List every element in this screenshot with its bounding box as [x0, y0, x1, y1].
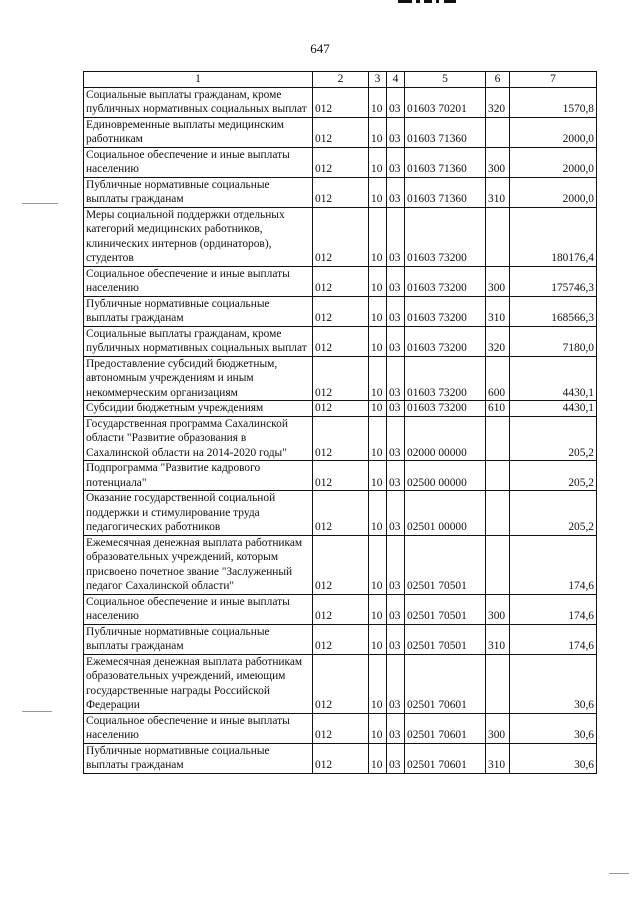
row-expense-type-code: 600	[486, 356, 510, 401]
row-name-cell: Социальное обеспечение и иные выплаты населению	[84, 147, 313, 177]
row-target-article-code: 01603 70201	[405, 87, 486, 117]
row-section-code: 10	[369, 117, 387, 147]
row-target-article-code: 02501 70601	[405, 743, 486, 773]
row-name-cell: Единовременные выплаты медицинским работникам	[84, 117, 313, 147]
row-subsection-code: 03	[387, 491, 405, 536]
row-expense-type-code: 310	[486, 624, 510, 654]
row-chapter-code: 012	[313, 461, 369, 491]
row-subsection-code: 03	[387, 296, 405, 326]
row-target-article-code: 02501 70601	[405, 654, 486, 713]
header-col-1: 1	[84, 72, 313, 88]
row-name-cell: Социальное обеспечение и иные выплаты населению	[84, 266, 313, 296]
row-name-cell: Оказание государственной социальной поддержки и стимулирование труда педагогических работников	[84, 491, 313, 536]
row-chapter-code: 012	[313, 296, 369, 326]
row-chapter-code: 012	[313, 535, 369, 594]
row-subsection-code: 03	[387, 117, 405, 147]
row-name-cell: Социальные выплаты гражданам, кроме публичных нормативных социальных выплат	[84, 87, 313, 117]
row-expense-type-code: 310	[486, 296, 510, 326]
row-expense-type-code: 300	[486, 713, 510, 743]
row-amount: 4430,1	[510, 356, 597, 401]
row-section-code: 10	[369, 461, 387, 491]
table-row	[84, 207, 597, 266]
scan-edge-marks	[398, 0, 458, 4]
row-subsection-code: 03	[387, 401, 405, 417]
row-amount: 175746,3	[510, 266, 597, 296]
row-chapter-code: 012	[313, 654, 369, 713]
row-name-cell: Ежемесячная денежная выплата работникам образовательных учреждений, имеющим государственные награды Российской Федерации	[84, 654, 313, 713]
row-amount: 205,2	[510, 491, 597, 536]
row-subsection-code: 03	[387, 266, 405, 296]
row-name-cell: Государственная программа Сахалинской области "Развитие образования в Сахалинской области на 2014-2020 годы"	[84, 416, 313, 461]
row-expense-type-code	[486, 117, 510, 147]
row-subsection-code: 03	[387, 416, 405, 461]
row-chapter-code: 012	[313, 207, 369, 266]
row-section-code: 10	[369, 654, 387, 713]
row-chapter-code: 012	[313, 624, 369, 654]
row-section-code: 10	[369, 713, 387, 743]
table-row	[84, 624, 597, 654]
table-row	[84, 654, 597, 713]
row-chapter-code: 012	[313, 117, 369, 147]
row-name-cell: Подпрограмма "Развитие кадрового потенциала"	[84, 461, 313, 491]
row-subsection-code: 03	[387, 594, 405, 624]
row-expense-type-code	[486, 461, 510, 491]
row-amount: 174,6	[510, 535, 597, 594]
header-col-5: 5	[405, 72, 486, 88]
table-row	[84, 87, 597, 117]
row-amount: 4430,1	[510, 401, 597, 417]
row-target-article-code: 02501 70501	[405, 594, 486, 624]
row-amount: 30,6	[510, 713, 597, 743]
row-section-code: 10	[369, 491, 387, 536]
row-target-article-code: 01603 71360	[405, 147, 486, 177]
row-chapter-code: 012	[313, 401, 369, 417]
row-target-article-code: 02000 00000	[405, 416, 486, 461]
row-target-article-code: 01603 73200	[405, 207, 486, 266]
row-chapter-code: 012	[313, 491, 369, 536]
row-expense-type-code: 300	[486, 147, 510, 177]
scan-noise	[609, 873, 629, 874]
row-name-cell: Публичные нормативные социальные выплаты гражданам	[84, 624, 313, 654]
row-target-article-code: 02501 70601	[405, 713, 486, 743]
header-col-2: 2	[313, 72, 369, 88]
row-subsection-code: 03	[387, 177, 405, 207]
row-amount: 2000,0	[510, 117, 597, 147]
row-expense-type-code: 310	[486, 743, 510, 773]
scan-noise	[22, 203, 58, 204]
row-name-cell: Публичные нормативные социальные выплаты гражданам	[84, 177, 313, 207]
row-subsection-code: 03	[387, 654, 405, 713]
row-amount: 174,6	[510, 624, 597, 654]
row-amount: 30,6	[510, 654, 597, 713]
row-expense-type-code	[486, 654, 510, 713]
row-amount: 205,2	[510, 416, 597, 461]
row-section-code: 10	[369, 743, 387, 773]
row-expense-type-code	[486, 416, 510, 461]
table-row	[84, 594, 597, 624]
row-target-article-code: 02501 70501	[405, 624, 486, 654]
row-chapter-code: 012	[313, 266, 369, 296]
row-subsection-code: 03	[387, 461, 405, 491]
table-row	[84, 117, 597, 147]
row-section-code: 10	[369, 401, 387, 417]
row-chapter-code: 012	[313, 147, 369, 177]
row-chapter-code: 012	[313, 356, 369, 401]
row-amount: 30,6	[510, 743, 597, 773]
row-expense-type-code: 300	[486, 266, 510, 296]
row-name-cell: Социальные выплаты гражданам, кроме публичных нормативных социальных выплат	[84, 326, 313, 356]
row-expense-type-code: 610	[486, 401, 510, 417]
row-name-cell: Публичные нормативные социальные выплаты гражданам	[84, 296, 313, 326]
row-name-cell: Ежемесячная денежная выплата работникам образовательных учреждений, которым присвоено почетное звание "Заслуженный педагог Сахалинской области"	[84, 535, 313, 594]
row-chapter-code: 012	[313, 713, 369, 743]
row-expense-type-code: 320	[486, 326, 510, 356]
table-row	[84, 401, 597, 417]
row-target-article-code: 02501 70501	[405, 535, 486, 594]
table-row	[84, 296, 597, 326]
row-expense-type-code	[486, 207, 510, 266]
row-amount: 168566,3	[510, 296, 597, 326]
row-target-article-code: 01603 73200	[405, 296, 486, 326]
row-section-code: 10	[369, 296, 387, 326]
row-section-code: 10	[369, 624, 387, 654]
row-amount: 1570,8	[510, 87, 597, 117]
row-amount: 2000,0	[510, 177, 597, 207]
row-target-article-code: 01603 73200	[405, 266, 486, 296]
row-name-cell: Меры социальной поддержки отдельных категорий медицинских работников, клинических интернов (ординаторов), студентов	[84, 207, 313, 266]
row-name-cell: Социальное обеспечение и иные выплаты населению	[84, 594, 313, 624]
row-chapter-code: 012	[313, 594, 369, 624]
row-chapter-code: 012	[313, 743, 369, 773]
row-subsection-code: 03	[387, 326, 405, 356]
row-expense-type-code: 310	[486, 177, 510, 207]
row-subsection-code: 03	[387, 147, 405, 177]
row-chapter-code: 012	[313, 177, 369, 207]
row-section-code: 10	[369, 266, 387, 296]
row-expense-type-code: 300	[486, 594, 510, 624]
row-section-code: 10	[369, 326, 387, 356]
row-name-cell: Публичные нормативные социальные выплаты гражданам	[84, 743, 313, 773]
header-col-7: 7	[510, 72, 597, 88]
row-target-article-code: 02501 00000	[405, 491, 486, 536]
table-row	[84, 535, 597, 594]
row-subsection-code: 03	[387, 743, 405, 773]
page-number: 647	[310, 41, 330, 56]
table-row	[84, 491, 597, 536]
table-row	[84, 416, 597, 461]
row-amount: 7180,0	[510, 326, 597, 356]
table-row	[84, 713, 597, 743]
row-section-code: 10	[369, 207, 387, 266]
header-row	[84, 72, 597, 88]
row-target-article-code: 01603 73200	[405, 326, 486, 356]
row-amount: 174,6	[510, 594, 597, 624]
header-col-4: 4	[387, 72, 405, 88]
table-row	[84, 743, 597, 773]
row-amount: 180176,4	[510, 207, 597, 266]
row-subsection-code: 03	[387, 713, 405, 743]
table-row	[84, 356, 597, 401]
row-target-article-code: 01603 73200	[405, 356, 486, 401]
row-section-code: 10	[369, 535, 387, 594]
row-target-article-code: 01603 71360	[405, 177, 486, 207]
row-section-code: 10	[369, 416, 387, 461]
budget-table	[83, 71, 597, 774]
row-amount: 205,2	[510, 461, 597, 491]
row-chapter-code: 012	[313, 87, 369, 117]
row-name-cell: Субсидии бюджетным учреждениям	[84, 401, 313, 417]
table-row	[84, 266, 597, 296]
row-subsection-code: 03	[387, 356, 405, 401]
scan-noise	[22, 711, 52, 712]
table-row	[84, 326, 597, 356]
row-target-article-code: 01603 71360	[405, 117, 486, 147]
row-section-code: 10	[369, 147, 387, 177]
row-section-code: 10	[369, 356, 387, 401]
row-target-article-code: 02500 00000	[405, 461, 486, 491]
row-section-code: 10	[369, 594, 387, 624]
row-expense-type-code	[486, 535, 510, 594]
row-amount: 2000,0	[510, 147, 597, 177]
table-row	[84, 461, 597, 491]
header-col-6: 6	[486, 72, 510, 88]
row-subsection-code: 03	[387, 535, 405, 594]
row-name-cell: Социальное обеспечение и иные выплаты населению	[84, 713, 313, 743]
row-section-code: 10	[369, 177, 387, 207]
row-chapter-code: 012	[313, 326, 369, 356]
table-body	[84, 87, 597, 773]
row-expense-type-code: 320	[486, 87, 510, 117]
row-subsection-code: 03	[387, 624, 405, 654]
row-target-article-code: 01603 73200	[405, 401, 486, 417]
row-section-code: 10	[369, 87, 387, 117]
row-subsection-code: 03	[387, 87, 405, 117]
row-subsection-code: 03	[387, 207, 405, 266]
row-name-cell: Предоставление субсидий бюджетным, автономным учреждениям и иным некоммерческим организациям	[84, 356, 313, 401]
row-chapter-code: 012	[313, 416, 369, 461]
table-row	[84, 147, 597, 177]
row-expense-type-code	[486, 491, 510, 536]
header-col-3: 3	[369, 72, 387, 88]
table-row	[84, 177, 597, 207]
